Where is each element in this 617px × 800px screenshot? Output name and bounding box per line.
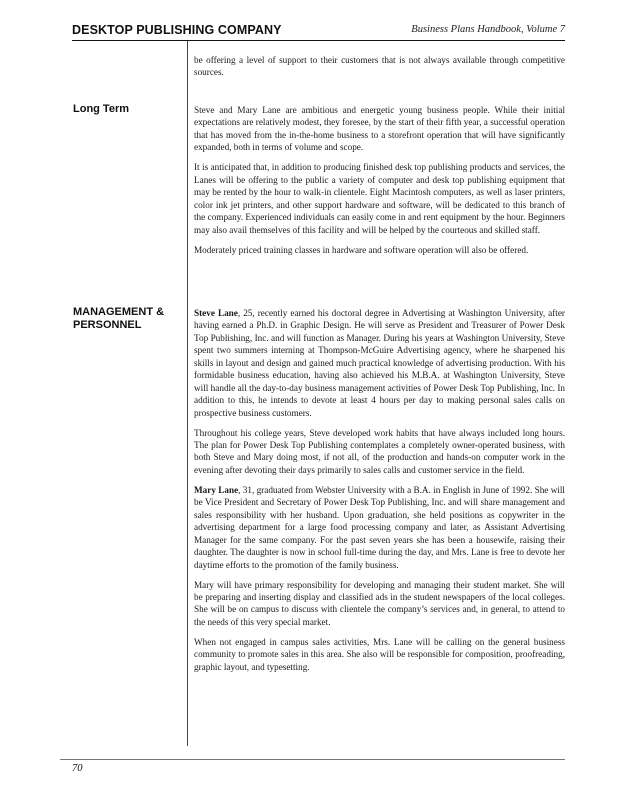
column-divider	[187, 41, 188, 746]
long-term-paragraph-3: Moderately priced training classes in hardware and software operation will also be offered.	[194, 244, 529, 255]
intro-paragraph: be offering a level of support to their customers that is not always available through competitive sources.	[194, 55, 565, 78]
steve-paragraph	[194, 307, 565, 419]
header-rule	[72, 40, 565, 41]
mary-name: Mary Lane	[194, 484, 239, 495]
long-term-paragraph-2: It is anticipated that, in addition to producing finished desk top publishing products and services, the Lanes will be offering to the public a variety of computer and desk top publishing equipment that may be rented by the hour to walk-in clientele. Eight Macintosh computers, as well as laser printers, color ink jet printers, and other support hardware and software, will be dedicated to this branch of the company. Experienced individuals can easily come in and rent equipment by the hour. Beginners may also avail themselves of this facility and will be helped by the courteous and skilled staff.	[194, 162, 565, 235]
long-term-section	[194, 104, 565, 263]
steve-paragraph-2: Throughout his college years, Steve developed work habits that have always included long hours. The plan for Power Desk Top Publishing contemplates a completely owner-operated business, with both Steve and Mary doing most, if not all, of the production and hands-on computer work in the evening after devoting their days primarily to sales calls and customer service in the field.	[194, 427, 565, 475]
management-heading-line1: MANAGEMENT &	[73, 306, 165, 318]
long-term-heading	[73, 103, 129, 116]
steve-name: Steve Lane	[194, 308, 238, 318]
steve-description: , 25, recently earned his doctoral degree in Advertising at Washington University, after having earned a Ph.D. in Graphic Design. He will serve as President and Treasurer of Power Desk Top Publishing, Inc. and will function as Manager. During his years at Washington University, Steve spent two summers interning at Thompson-McGuire Advertising agency, where he sharpened his skills in layout and design and gained much practical knowledge of advertising production. With his formidable business education, having also achieved his M.B.A. at Washington University, Steve will handle all the day-to-day business management activities of Power Desk Top Publishing, Inc. In addition to this, he intends to devote at least 4 hours per day to making personal sales calls on prospective business customers.	[194, 308, 565, 418]
page-number: 70	[72, 763, 83, 774]
running-header	[72, 21, 565, 39]
mary-description: , 31, graduated from Webster University with a B.A. in English in June of 1992. She will be Vice President and Secretary of Power Desk Top Publishing, Inc. and will share management and sales responsibility with her husband. Upon graduation, she held positions as copywriter in the advertising department for a large food processing company and later, as Assistant Advertising Manager for the same company. For the past seven years she has been a housewife, raising their daughter. The daughter is now in school full-time during the day, and Mrs. Lane is free to devote her daytime efforts to the promotion of the family business.	[194, 484, 565, 570]
company-title: DESKTOP PUBLISHING COMPANY	[72, 23, 282, 37]
management-heading-line2: PERSONNEL	[73, 319, 142, 331]
mary-paragraph	[194, 484, 565, 571]
mary-paragraph-3: When not engaged in campus sales activities, Mrs. Lane will be calling on the general business community to promote sales in this area. She also will be responsible for composition, proofreading, graphic layout, and typesetting.	[194, 636, 565, 672]
management-heading	[73, 306, 164, 332]
long-term-heading-text: Long Term	[73, 103, 130, 115]
mary-paragraph-2: Mary will have primary responsibility for developing and managing their student market. She will be preparing and inserting display and classified ads in the student newspapers of the local colleges. She will be on campus to discuss with clientele the company’s services and, in general, to attend to the needs of this very special market.	[194, 579, 565, 627]
management-section	[194, 307, 565, 681]
intro-section	[194, 54, 565, 86]
footer-rule	[60, 759, 565, 760]
long-term-paragraph-1: Steve and Mary Lane are ambitious and energetic young business people. While their initial expectations are relatively modest, they foresee, by the start of their fifth year, a successful operation that has moved from the in-the-home business to a storefront operation that will have significantly expanded, both in terms of volume and scope.	[194, 105, 565, 153]
publication-title: Business Plans Handbook, Volume 7	[411, 24, 565, 35]
